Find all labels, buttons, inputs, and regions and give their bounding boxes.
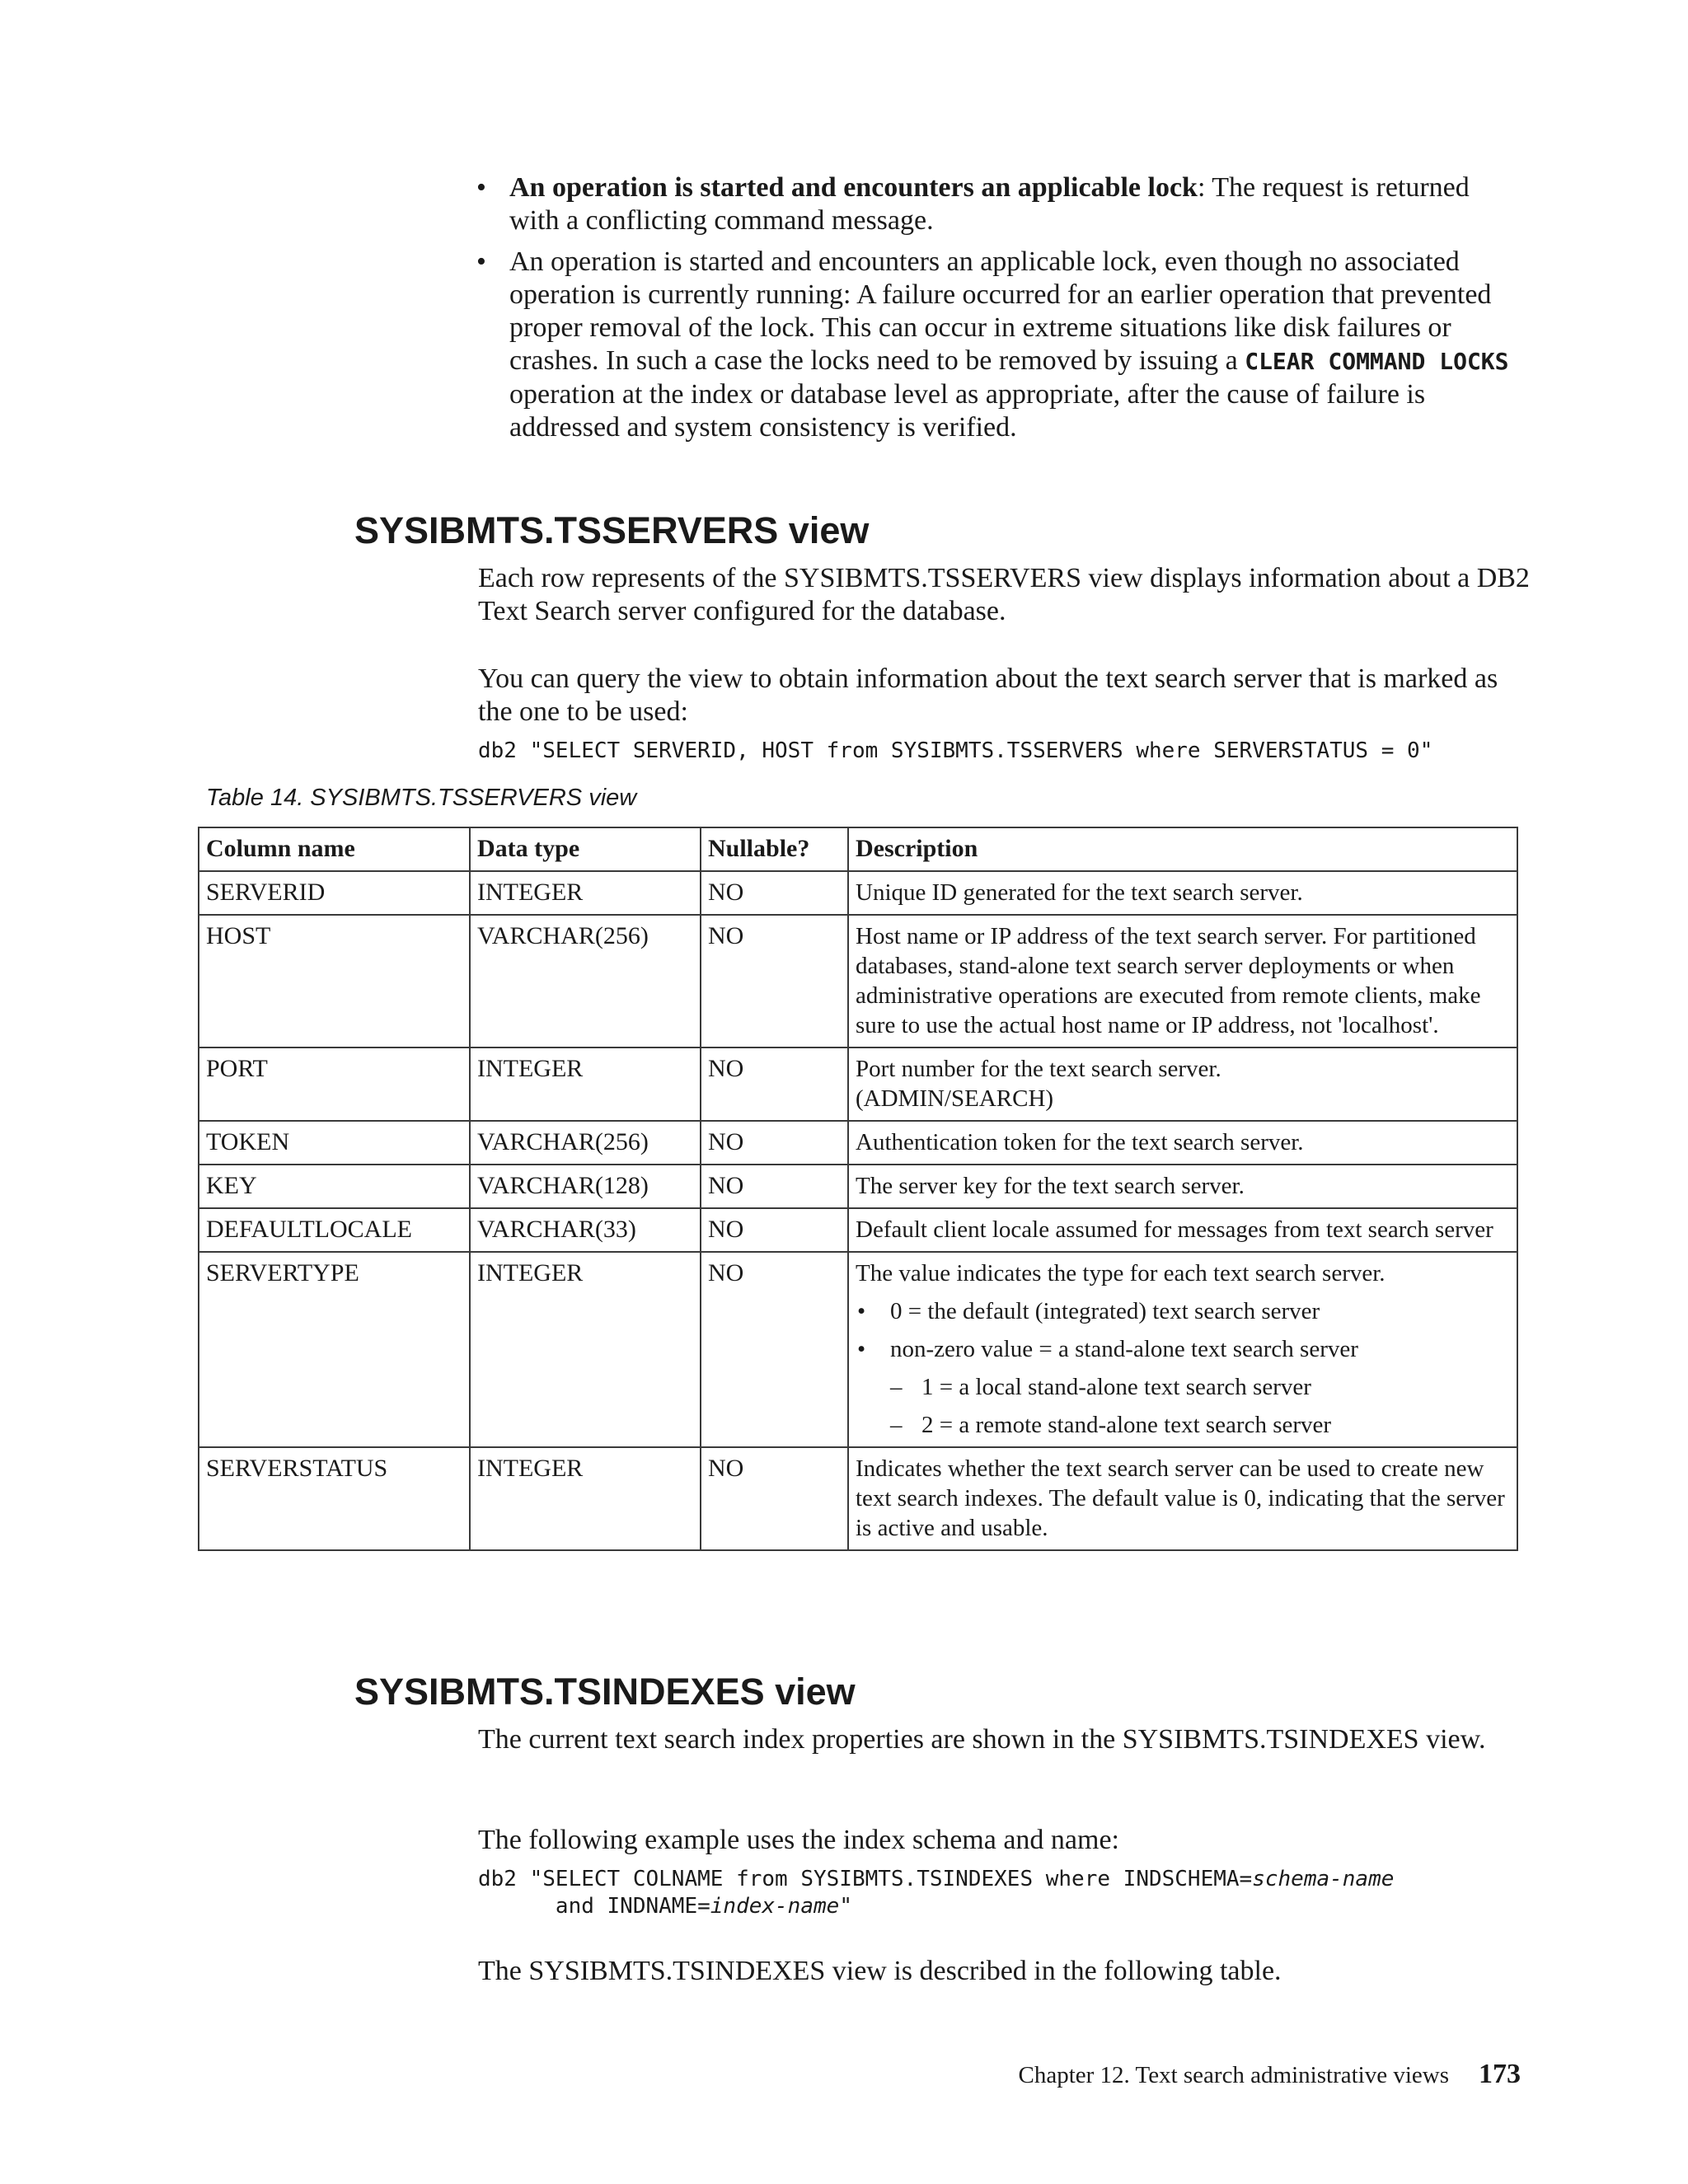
code-variable: index-name	[710, 1894, 840, 1919]
column-header: Column name	[199, 827, 470, 871]
description-line: Port number for the text search server.	[856, 1056, 1221, 1082]
cell-nullable: NO	[701, 1208, 848, 1252]
cell-column-name: SERVERTYPE	[199, 1252, 470, 1447]
paragraph: The following example uses the index schema and name:	[478, 1825, 1119, 1855]
list-item	[476, 246, 1523, 444]
cell-data-type: INTEGER	[470, 871, 701, 915]
page-number: 173	[1479, 2059, 1521, 2089]
cell-nullable: NO	[701, 1047, 848, 1121]
code-variable: schema-name	[1252, 1867, 1395, 1891]
column-header: Nullable?	[701, 827, 848, 871]
code-text: "	[839, 1894, 852, 1919]
cell-data-type: INTEGER	[470, 1047, 701, 1121]
cell-nullable: NO	[701, 1165, 848, 1208]
description-subitem: – 1 = a local stand-alone text search server	[856, 1372, 1512, 1402]
servers-table	[198, 827, 1518, 1551]
cell-data-type: VARCHAR(33)	[470, 1208, 701, 1252]
cell-description: Authentication token for the text search server.	[848, 1121, 1517, 1165]
cell-description: Unique ID generated for the text search server.	[848, 871, 1517, 915]
cell-column-name: PORT	[199, 1047, 470, 1121]
cell-nullable: NO	[701, 915, 848, 1047]
section-heading: SYSIBMTS.TSINDEXES view	[354, 1671, 856, 1713]
table-row	[199, 871, 1517, 915]
bullet-list	[476, 171, 1523, 452]
cell-data-type: VARCHAR(256)	[470, 1121, 701, 1165]
cell-nullable: NO	[701, 1252, 848, 1447]
cell-nullable: NO	[701, 871, 848, 915]
list-item	[476, 171, 1523, 237]
section-heading: SYSIBMTS.TSSERVERS view	[354, 509, 870, 551]
page-footer	[907, 2059, 1521, 2090]
table-row	[199, 1165, 1517, 1208]
cell-description: The server key for the text search server.	[848, 1165, 1517, 1208]
bullet-bold-lead: An operation is started and encounters an applicable lock	[509, 172, 1198, 203]
bullet-text: An operation is started and encounters an applicable lock, even though no associated operation is currently running: A failure occurred for an earlier operation that prevented proper removal of the lock. This can occur in extreme situations like disk failures or crashes. In such a case the locks need to be removed by issuing a	[509, 246, 1492, 376]
cell-description	[848, 1047, 1517, 1121]
chapter-title: Chapter 12. Text search administrative views	[1018, 2062, 1449, 2088]
cell-column-name: DEFAULTLOCALE	[199, 1208, 470, 1252]
column-header: Description	[848, 827, 1517, 871]
code-text: and INDNAME=	[478, 1894, 710, 1919]
cell-data-type: VARCHAR(256)	[470, 915, 701, 1047]
cell-nullable: NO	[701, 1447, 848, 1550]
table-row	[199, 1121, 1517, 1165]
code-block	[478, 1866, 1394, 1920]
table-row	[199, 1047, 1517, 1121]
description-bullet: • non-zero value = a stand-alone text search server	[856, 1334, 1512, 1364]
table-row	[199, 1208, 1517, 1252]
cell-description: Indicates whether the text search server can be used to create new text search indexes. The default value is 0, indicating that the server is active and usable.	[848, 1447, 1517, 1550]
description-bullet: • 0 = the default (integrated) text search server	[856, 1296, 1512, 1326]
paragraph: The SYSIBMTS.TSINDEXES view is described in the following table.	[478, 1956, 1282, 1986]
cell-column-name: KEY	[199, 1165, 470, 1208]
table-row	[199, 1447, 1517, 1550]
table-row	[199, 1252, 1517, 1447]
description-subitem: – 2 = a remote stand-alone text search server	[856, 1410, 1512, 1440]
bullet-text: : The request is returned with a conflicting command message.	[509, 172, 1470, 236]
column-header: Data type	[470, 827, 701, 871]
paragraph: The current text search index properties are shown in the SYSIBMTS.TSINDEXES view.	[478, 1724, 1486, 1755]
cell-description	[848, 1252, 1517, 1447]
table-header-row	[199, 827, 1517, 871]
bullet-text: operation at the index or database level as appropriate, after the cause of failure is addressed and system consistency is verified.	[509, 379, 1426, 443]
code-text: db2 "SELECT COLNAME from SYSIBMTS.TSINDEXES where INDSCHEMA=	[478, 1867, 1253, 1891]
paragraph: Each row represents of the SYSIBMTS.TSSERVERS view displays information about a DB2 Text Search server configured for the database.	[478, 563, 1530, 626]
cell-nullable: NO	[701, 1121, 848, 1165]
table-row	[199, 915, 1517, 1047]
cell-column-name: HOST	[199, 915, 470, 1047]
cell-data-type: INTEGER	[470, 1447, 701, 1550]
description-line: The value indicates the type for each text search server.	[856, 1260, 1386, 1286]
cell-data-type: VARCHAR(128)	[470, 1165, 701, 1208]
inline-command: CLEAR COMMAND LOCKS	[1245, 348, 1509, 375]
code-block: db2 "SELECT SERVERID, HOST from SYSIBMTS.TSSERVERS where SERVERSTATUS = 0"	[478, 738, 1433, 763]
paragraph: You can query the view to obtain information about the text search server that is marked as the one to be used:	[478, 663, 1498, 727]
cell-column-name: SERVERID	[199, 871, 470, 915]
cell-description: Host name or IP address of the text search server. For partitioned databases, stand-alone text search server deployments or when administrative operations are executed from remote clients, make sure to use the actual host name or IP address, not 'localhost'.	[848, 915, 1517, 1047]
description-line: (ADMIN/SEARCH)	[856, 1085, 1054, 1112]
cell-description: Default client locale assumed for messages from text search server	[848, 1208, 1517, 1252]
table-caption: Table 14. SYSIBMTS.TSSERVERS view	[206, 785, 637, 811]
cell-column-name: SERVERSTATUS	[199, 1447, 470, 1550]
cell-column-name: TOKEN	[199, 1121, 470, 1165]
cell-data-type: INTEGER	[470, 1252, 701, 1447]
